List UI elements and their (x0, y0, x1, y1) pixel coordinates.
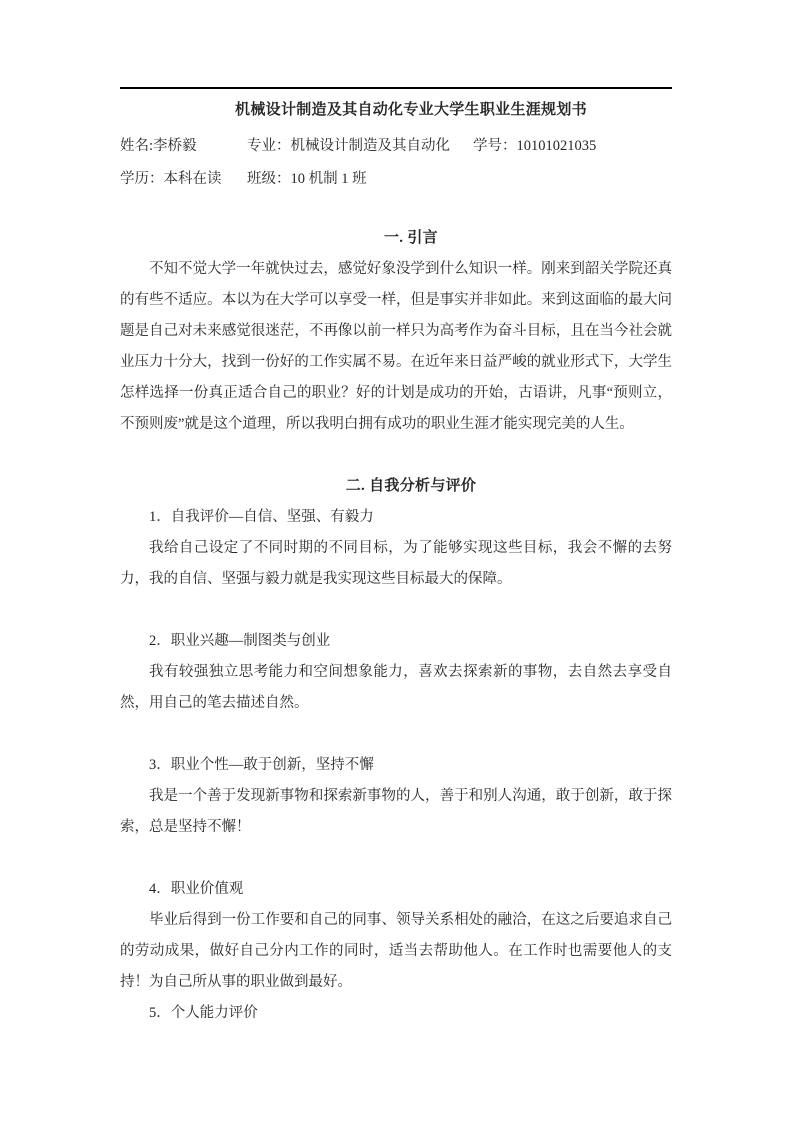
info-major: 专业：机械设计制造及其自动化 (247, 138, 450, 154)
document-title: 机械设计制造及其自动化专业大学生职业生涯规划书 (235, 102, 587, 118)
list-item-self-evaluation (120, 502, 672, 595)
introduction-paragraph: 不知不觉大学一年就快过去，感觉好象没学到什么知识一样。刚来到韶关学院还真的有些不适应。本以为在大学可以享受一样，但是事实并非如此。来到这面临的最大问题是自己对未来感觉很迷茫，不再像以前一样只为高考作为奋斗目标，且在当今社会就业压力十分大，找到一份好的工作实属不易。在近年来日益严峻的就业形式下，大学生怎样选择一份真正适合自己的职业？好的计划是成功的开始，古语讲，凡事“预则立，不预则废”就是这个道理，所以我明白拥有成功的职业生涯才能实现完美的人生。 (120, 261, 672, 432)
list-item-career-interest (120, 626, 672, 719)
item-body-self-evaluation: 我给自己设定了不同时期的不同目标，为了能够实现这些目标，我会不懈的去努力，我的自信、坚强与毅力就是我实现这些目标最大的保障。 (120, 540, 672, 587)
info-education: 学历：本科在读 (120, 171, 222, 187)
item-title-self-evaluation: 1．自我评价—自信、坚强、有毅力 (149, 509, 374, 525)
item-body-career-values: 毕业后得到一份工作要和自己的同事、领导关系相处的融洽，在这之后要追求自己的劳动成果，做好自己分内工作的同时，适当去帮助他人。在工作时也需要他人的支持！为自己所从事的职业做到最好。 (120, 912, 672, 990)
section-heading-self-analysis: 二. 自我分析与评价 (345, 478, 477, 494)
item-title-career-interest: 2．职业兴趣—制图类与创业 (149, 633, 331, 649)
list-item-personal-ability (120, 998, 672, 1029)
document-content (120, 0, 672, 1029)
header-divider-line (120, 87, 672, 89)
info-row-1 (120, 130, 672, 163)
info-student-id: 学号：10101021035 (473, 138, 597, 154)
section-heading-introduction: 一. 引言 (383, 230, 438, 246)
info-class: 班级：10 机制 1 班 (247, 171, 367, 187)
item-body-career-interest: 我有较强独立思考能力和空间想象能力，喜欢去探索新的事物，去自然去享受自然，用自己的笔去描述自然。 (120, 664, 672, 711)
list-item-career-personality (120, 750, 672, 843)
item-title-career-values: 4．职业价值观 (149, 881, 244, 897)
item-title-personal-ability: 5．个人能力评价 (149, 1005, 258, 1021)
item-title-career-personality: 3．职业个性—敢于创新，坚持不懈 (149, 757, 374, 773)
list-item-career-values (120, 874, 672, 998)
info-row-2 (120, 163, 672, 196)
info-name: 姓名:李桥毅 (120, 138, 197, 154)
item-body-career-personality: 我是一个善于发现新事物和探索新事物的人，善于和别人沟通，敢于创新，敢于探索，总是坚持不懈！ (120, 788, 672, 835)
